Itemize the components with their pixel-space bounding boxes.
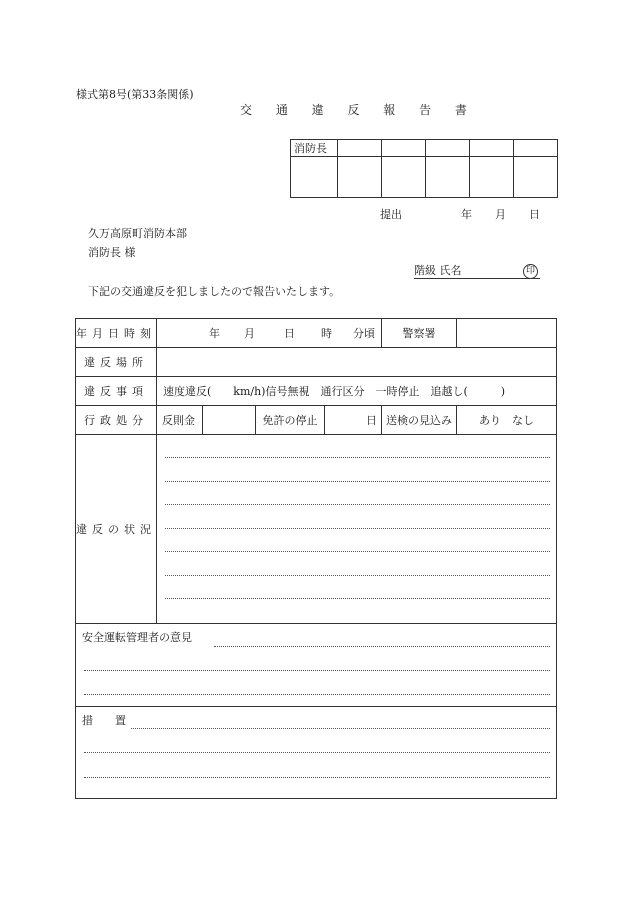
writing-line: [165, 575, 550, 576]
police-field[interactable]: [457, 319, 557, 348]
police-label: 警察署: [382, 319, 457, 348]
intro-text: 下記の交通違反を犯しましたので報告いたします。: [88, 285, 341, 298]
datetime-field[interactable]: [157, 319, 382, 348]
stamp-seal-cell[interactable]: [426, 157, 470, 198]
writing-line: [165, 551, 550, 552]
reporter-rank-name: 階級 氏名: [414, 264, 462, 277]
matter-label: 違反事項: [76, 377, 157, 406]
writing-line: [165, 504, 550, 505]
datetime-year: 年: [209, 327, 220, 340]
location-field[interactable]: [157, 348, 557, 377]
manager-opinion-label: 安全運転管理者の意見: [82, 631, 192, 644]
datetime-hour: 時: [321, 327, 332, 340]
writing-line: [165, 598, 550, 599]
prosecution-label: 送検の見込み: [382, 406, 457, 435]
location-label: 違反場所: [76, 348, 157, 377]
situation-field[interactable]: [157, 435, 557, 624]
writing-line: [131, 728, 550, 729]
admin-label: 行政処分: [76, 406, 157, 435]
datetime-minute: 分頃: [353, 327, 375, 340]
stamp-header-cell: [426, 140, 470, 157]
stamp-seal-cell[interactable]: [470, 157, 514, 198]
fine-field[interactable]: [203, 406, 256, 435]
stamp-seal-cell[interactable]: [338, 157, 382, 198]
suspension-days[interactable]: 日: [325, 406, 382, 435]
violation-form-table: [75, 318, 557, 799]
stamp-header-cell: [470, 140, 514, 157]
writing-line: [84, 694, 550, 695]
datetime-day: 日: [284, 327, 295, 340]
prosecution-options[interactable]: あり なし: [457, 406, 557, 435]
page-title: 交 通 違 反 報 告 書: [240, 103, 477, 117]
writing-line: [84, 777, 550, 778]
stamp-seal-cell[interactable]: [382, 157, 426, 198]
submitted-day: 日: [529, 208, 540, 221]
stamp-header-cell: [382, 140, 426, 157]
writing-line: [84, 752, 550, 753]
matter-options[interactable]: 速度違反( km/h)信号無視 通行区分 一時停止 追越し( ): [157, 377, 557, 406]
stamp-header-cell: [338, 140, 382, 157]
reporter-line[interactable]: [414, 264, 540, 279]
approval-stamp-grid: [290, 139, 558, 198]
writing-line: [214, 646, 550, 647]
submitted-year: 年: [461, 208, 472, 221]
submitted-label: 提出: [380, 208, 402, 221]
fine-label: 反則金: [157, 406, 203, 435]
datetime-month: 月: [244, 327, 255, 340]
stamp-chief-label: 消防長: [291, 140, 338, 157]
measures-label: 措 置: [82, 714, 126, 727]
recipient-chief: 消防長 様: [88, 246, 136, 259]
measures-field[interactable]: [76, 707, 557, 799]
writing-line: [165, 481, 550, 482]
form-number: 様式第8号(第33条関係): [76, 88, 194, 101]
datetime-label: 年月日時刻: [76, 319, 157, 348]
submitted-month: 月: [495, 208, 506, 221]
manager-opinion-field[interactable]: [76, 624, 557, 707]
stamp-seal-cell[interactable]: [514, 157, 558, 198]
writing-line: [84, 670, 550, 671]
writing-line: [165, 528, 550, 529]
stamp-seal-cell[interactable]: [291, 157, 338, 198]
recipient-dept: 久万高原町消防本部: [88, 227, 187, 240]
suspension-label: 免許の停止: [256, 406, 325, 435]
stamp-header-cell: [514, 140, 558, 157]
seal-mark: 印: [523, 264, 538, 279]
situation-label: 違反の状況: [76, 435, 157, 624]
writing-line: [165, 457, 550, 458]
